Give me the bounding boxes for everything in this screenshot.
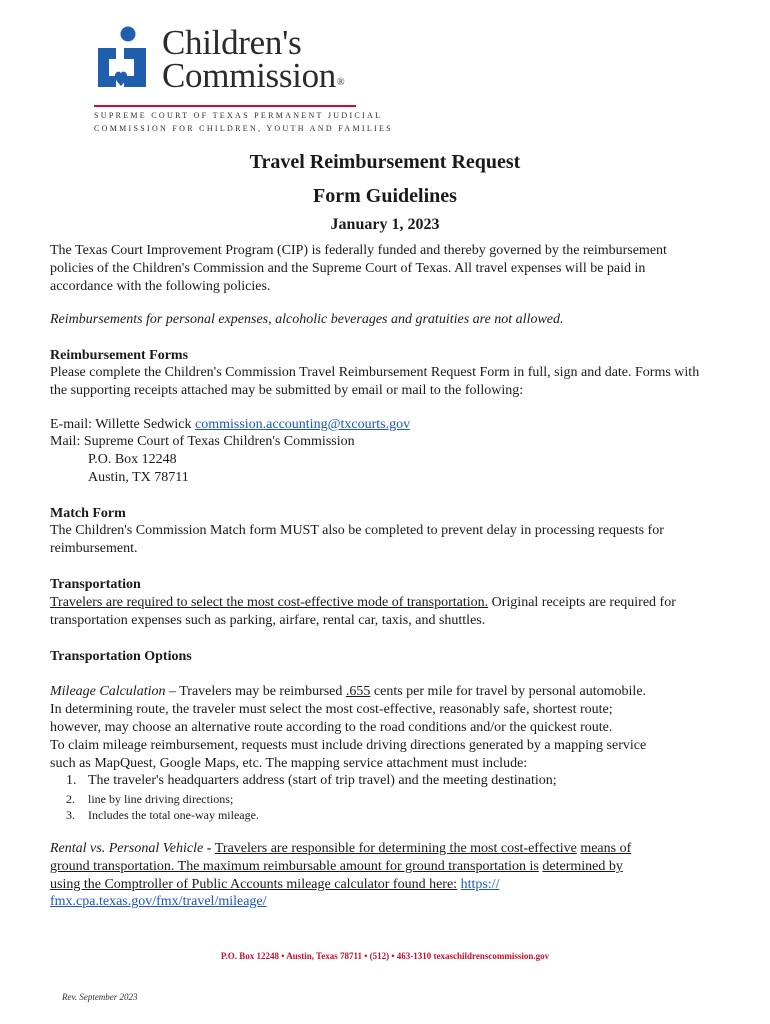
reimbursement-forms-heading: Reimbursement Forms <box>50 348 189 363</box>
list-item-number: 3. <box>66 808 75 822</box>
mileage-text2: cents per mile for travel by personal automobile. <box>370 684 647 699</box>
transportation-receipts: Original receipts are required for transportation expenses such as parking, airfare, rental car, taxis, and shuttles. <box>50 595 676 628</box>
mileage-line5: such as MapQuest, Google Maps, etc. The mapping service attachment must include: <box>50 756 528 771</box>
list-item <box>66 772 557 790</box>
mileage-calculator-link-part1[interactable]: https:// <box>460 877 500 892</box>
document-title-line1: Travel Reimbursement Request <box>249 151 521 173</box>
mileage-line4: To claim mileage reimbursement, requests must include driving directions generated by a mapping service <box>50 738 647 753</box>
list-item-text: Includes the total one-way mileage. <box>88 808 259 822</box>
document-date: January 1, 2023 <box>330 216 440 233</box>
childrens-commission-logo-mark <box>94 26 156 104</box>
list-item-number: 1. <box>66 773 77 788</box>
logo-left-bracket-icon <box>98 48 116 87</box>
mileage-label: Mileage Calculation <box>50 684 166 699</box>
transportation-body <box>50 594 700 630</box>
logo-subtitle-line2: COMMISSION FOR CHILDREN, YOUTH AND FAMILIES <box>94 124 393 133</box>
email-link[interactable]: commission.accounting@txcourts.gov <box>194 417 411 432</box>
rental-line3-text: using the Comptroller of Public Accounts mileage calculator found here: <box>50 877 458 892</box>
logo-divider <box>94 105 356 107</box>
reimbursement-forms-body: Please complete the Children's Commission Travel Reimbursement Request Form in full, sign and date. Forms with the supporting receipts attached may be submitted by email or mail to the following: <box>50 365 700 398</box>
address-line1: P.O. Box 12248 <box>88 452 177 467</box>
logo-head-icon <box>121 27 136 42</box>
logo-right-bracket-icon <box>124 48 146 87</box>
mileage-text1: – Travelers may be reimbursed <box>165 684 346 699</box>
personal-expenses-notice: Reimbursements for personal expenses, alcoholic beverages and gratuities are not allowed. <box>50 312 564 327</box>
rental-line1a: Travelers are responsible for determining the most cost-effective <box>214 841 577 856</box>
match-form-heading: Match Form <box>50 506 126 521</box>
logo-line1: Children's <box>162 23 302 62</box>
mileage-line3: however, may choose an alternative route according to the road conditions and/or the quickest route. <box>50 720 613 735</box>
mileage-line2: In determining route, the traveler must select the most cost-effective, reasonably safe, shortest route; <box>50 702 613 717</box>
logo-wordmark <box>162 23 345 99</box>
registered-mark: ® <box>336 77 345 88</box>
rental-line4 <box>50 893 267 911</box>
list-item <box>66 806 259 824</box>
logo-subtitle-line1: SUPREME COURT OF TEXAS PERMANENT JUDICIAL <box>94 111 383 120</box>
rental-label: Rental vs. Personal Vehicle <box>50 841 204 856</box>
revision-date: Rev. September 2023 <box>62 992 138 1002</box>
mileage-calculator-link-part2[interactable]: fmx.cpa.texas.gov/fmx/travel/mileage/ <box>50 894 267 909</box>
mileage-rate: .655 <box>345 684 371 699</box>
rental-line3 <box>50 876 499 894</box>
rental-line2a: ground transportation. The maximum reimbursable amount for ground transportation is <box>50 859 539 874</box>
list-item-text: line by line driving directions; <box>88 792 234 806</box>
match-form-body: The Children's Commission Match form MUST also be completed to prevent delay in processing requests for reimbursement. <box>50 523 664 556</box>
transportation-options-heading: Transportation Options <box>50 649 192 664</box>
transportation-requirement: Travelers are required to select the most cost-effective mode of transportation. <box>50 595 489 610</box>
logo-line2 <box>162 56 345 99</box>
list-item-text: The traveler's headquarters address (start of trip travel) and the meeting destination; <box>88 773 557 788</box>
document-title-line2: Form Guidelines <box>313 185 457 207</box>
email-line <box>50 416 410 434</box>
rental-line2b: determined by <box>542 859 623 874</box>
rental-line1b: means of <box>580 841 632 856</box>
rental-line1 <box>50 840 631 858</box>
mail-line: Mail: Supreme Court of Texas Children's Commission <box>50 434 355 449</box>
intro-paragraph: The Texas Court Improvement Program (CIP) is federally funded and thereby governed by the reimbursement policies of the Children's Commission and the Supreme Court of Texas. All travel expenses will be paid in accordance with the following policies. <box>50 243 667 294</box>
logo-line2-text: Commission <box>162 56 336 95</box>
email-label: E-mail: Willette Sedwick <box>50 417 195 432</box>
mileage-line1 <box>50 683 646 701</box>
list-item-number: 2. <box>66 792 75 806</box>
transportation-heading: Transportation <box>50 577 141 592</box>
footer-contact: P.O. Box 12248 • Austin, Texas 78711 • (512) • 463-1310 texaschildrenscommission.gov <box>220 951 550 961</box>
address-line2: Austin, TX 78711 <box>88 470 189 485</box>
rental-dash: - <box>203 841 215 856</box>
rental-line2 <box>50 858 623 876</box>
